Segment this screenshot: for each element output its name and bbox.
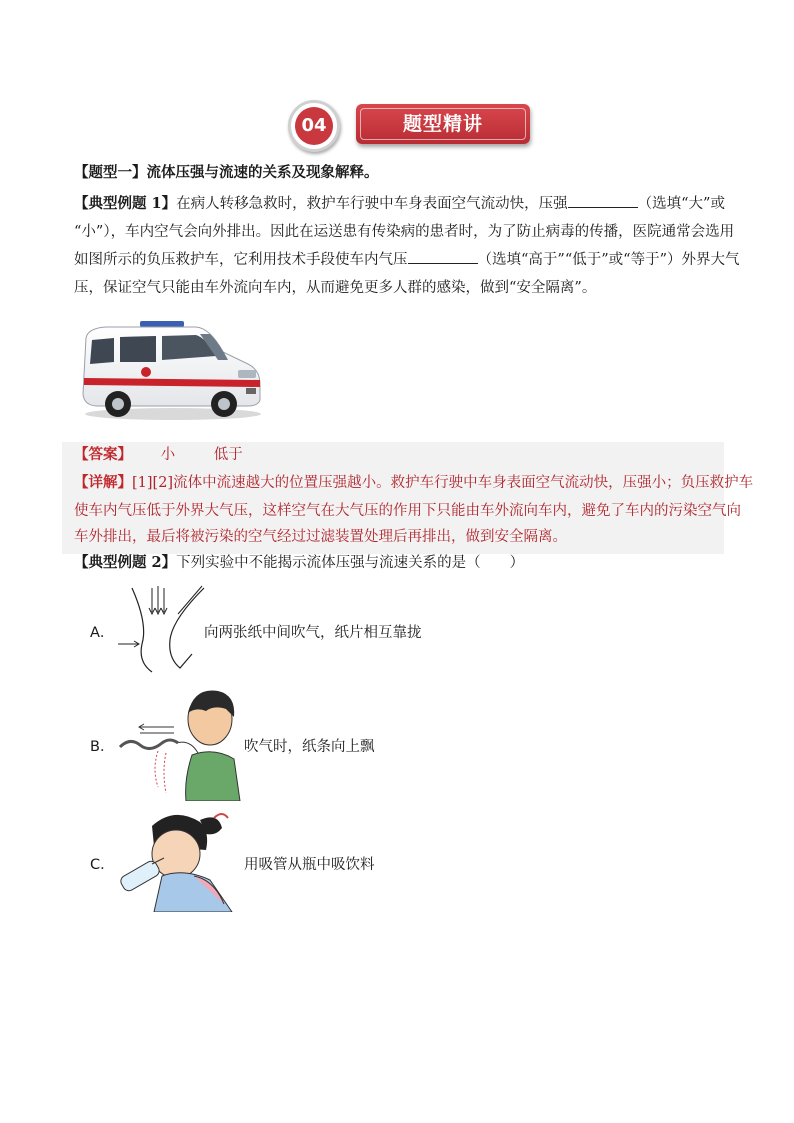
option-c-text: 用吸管从瓶中吸饮料 [244,857,375,873]
option-a-letter[interactable]: A． [90,625,115,641]
option-a-text: 向两张纸中间吹气，纸片相互靠拢 [204,625,422,641]
option-b-letter[interactable]: B． [90,739,115,755]
section-title: 题型精讲 [356,104,530,144]
option-c-girl-drinking-figure [114,806,234,912]
type-heading [74,160,379,186]
example2-question: 【典型例题 2】下列实验中不能揭示流体压强与流速关系的是（ ） [74,554,525,571]
detail-line-1: 【详解】[1][2]流体中流速越大的位置压强越小。救护车行驶中车身表面空气流动快，压强小；负压救护车 [74,474,754,491]
section-number-badge [288,100,340,152]
example1-line4: 压，保证空气只能由车外流向车内，从而避免更多人群的感染，做到“安全隔离”。 [74,280,597,296]
ambulance-illustration [78,318,263,423]
answer-blank-2[interactable] [408,249,478,264]
answer-box [62,442,754,554]
option-a-paper-figure [118,584,206,676]
example2-label: 【典型例题 2】 [74,554,177,571]
detail-line-2: 使车内气压低于外界大气压，这样空气在大气压的作用下只能由车外流向车内，避免了车内的污染空气向 [74,503,741,519]
answer-label: 【答案】 [74,446,132,463]
option-b-child-blowing-figure [118,683,246,801]
example1-line2: “小”），车内空气会向外排出。因此在运送患有传染病的患者时，为了防止病毒的传播，医院通常会选用 [74,224,735,240]
section-banner [286,100,536,150]
example1-line3: 如图所示的负压救护车，它利用技术手段使车内气压 （选填“高于”“低于”或“等于”）外界大气 [74,247,739,273]
detail-line-3: 车外排出，最后将被污染的空气经过过滤装置处理后再排出，做到安全隔离。 [74,529,567,545]
example1-line1: 【典型例题 1】在病人转移急救时，救护车行驶中车身表面空气流动快，压强 （选填“大”或 [74,195,725,212]
option-b-text: 吹气时，纸条向上飘 [244,739,375,755]
answer-value-2: 低于 [213,447,243,463]
answer-blank-1[interactable] [568,193,638,208]
type-title: 流体压强与流速的关系及现象解释。 [146,164,379,181]
answer-line [74,442,243,468]
detail-label: 【详解】 [74,474,132,491]
option-c-letter[interactable]: C． [90,857,115,873]
example1-label: 【典型例题 1】 [74,195,177,212]
answer-value-1: 小 [160,447,176,463]
section-number: 04 [295,107,333,145]
type-label: 【题型一】 [74,164,147,181]
